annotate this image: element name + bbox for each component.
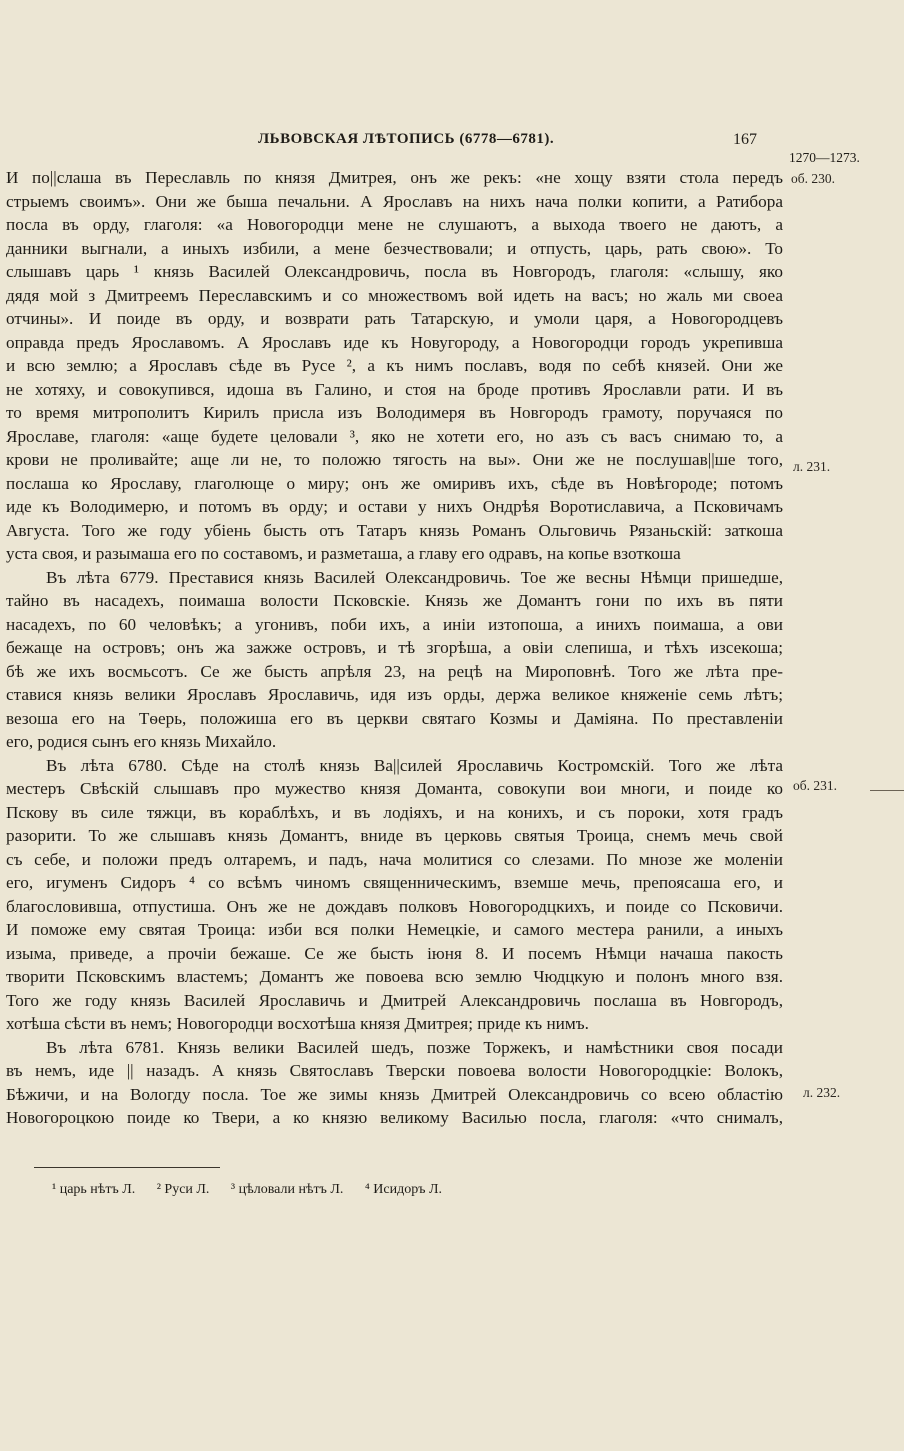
margin-note-folio: л. 231.: [793, 459, 831, 474]
footnote: ¹ царь нѣтъ Л.: [52, 1182, 136, 1197]
text-line: отчины». И поиде въ орду, и возврати рать Татарскую, и умоли царя, а Новогородцевъ: [6, 309, 783, 328]
text-line: въ немъ, иде || назадъ. А князь Святославъ Тверски повоева волости Новогородцкіе: Волокъ,: [6, 1061, 783, 1080]
text-line: его, игуменъ Сидоръ ⁴ со всѣмъ чиномъ священническимъ, вземше мечь, препоясаша его, и: [6, 873, 783, 892]
text-line: Новогороцкою поиде ко Твери, а ко князю великому Василью посла, глаголя: «что снималъ,: [6, 1108, 783, 1127]
text-line: данники выгнали, а иныхъ избили, а мене безчествовали; и отпусть, царь, рать свою». То: [6, 238, 783, 258]
paragraph-start-6780: Въ лѣта 6780. Сѣде на столѣ князь Ва||силей Ярославичь Костромскій. Того же лѣта: [46, 755, 783, 775]
text-line: его, родися сынъ его князь Михайло.: [6, 732, 277, 751]
running-title: ЛЬВОВСКАЯ ЛѢТОПИСЬ (6778—6781).: [258, 131, 555, 147]
text-line: то время митрополитъ Кирилъ присла изъ Володимеря въ Новгородъ грамоту, поручаяся по: [6, 403, 783, 422]
footnote: ² Руси Л.: [156, 1182, 210, 1197]
year-range-note: 1270—1273.: [789, 150, 860, 165]
text-line: Августа. Того же году убіень бысть отъ Татаръ князь Романъ Ольговичь Рязаньскій: заткоша: [6, 520, 783, 540]
paragraph-start-6781: Въ лѣта 6781. Князь велики Василей шедъ, позже Торжекъ, и намѣстники своя посади: [46, 1037, 783, 1057]
text-line: посла въ орду, глаголя: «а Новогородци мене не слушаютъ, а выхода твоего не даютъ, а: [6, 215, 783, 234]
margin-rule: [870, 790, 904, 791]
footnotes: [52, 1182, 460, 1198]
margin-note-folio: об. 230.: [791, 171, 835, 186]
text-line: Пскову въ силе тяжци, въ кораблѣхъ, и въ лодіяхъ, и на конихъ, и съ пороки, хотя градъ: [6, 802, 783, 822]
text-line: насадехъ, по 60 человѣкъ; а угонивъ, поби ихъ, а иніи изтопоша, а инихъ поимаша, а ови: [6, 614, 783, 634]
text-line: иде къ Володимерю, и потомъ въ орду; и остави у нихъ Ондрѣя Воротиславича, а Псковичамъ: [6, 497, 783, 516]
text-line: и всю землю; а Ярославъ сѣде въ Русе ², а къ нимъ пославъ, водя по себѣ князей. Они же: [6, 356, 783, 375]
footnote: ⁴ Исидоръ Л.: [364, 1182, 442, 1197]
margin-note-folio: об. 231.: [793, 778, 837, 793]
text-line: изыма, приведе, а прочіи бежаше. Се же бысть іюня 8. И посемъ Нѣмци начаша пакость: [6, 943, 783, 963]
text-line: Ярославе, глаголя: «аще будете целовали ³, яко не хотети его, но азъ съ васъ снимаю то, а: [6, 426, 783, 446]
text-line: стрыемъ своимъ». Они же быша печальни. А Ярославъ на нихъ нача полки копити, а Ратибора: [6, 191, 783, 211]
margin-note-folio: л. 232.: [803, 1085, 841, 1100]
chronicle-text: [6, 166, 783, 1130]
text-line: уста своя, и разымаша его по составомъ, и разметаша, а главу его одравъ, на копье взоткоша: [6, 544, 681, 563]
text-line: везоша его на Тѳерь, положиша его въ церкви святаго Козмы и Даміяна. По преставленіи: [6, 708, 783, 728]
text-line: творити Псковскимъ властемъ; Домантъ же повоева всю землю Чюдцкую и полонъ много взя.: [6, 967, 783, 986]
text-line: бежаще на островъ; онъ жа зажже островъ, и тѣ згорѣша, а овіи слепиша, и тѣхъ изсекоша;: [6, 638, 783, 657]
text-line: благословивша, отпустиша. Онъ же не дождавъ полковъ Новогородцкихъ, и поиде со Псковичи.: [6, 896, 783, 916]
text-line: И поможе ему святая Троица: изби вся полки Немецкіе, и самого местера ранили, а иныхъ: [6, 920, 783, 939]
text-line: И по||слаша въ Переславль по князя Дмитрея, онъ же рекъ: «не хощу взяти стола передъ: [6, 168, 783, 187]
footnote: ³ цѣловали нѣтъ Л.: [230, 1182, 344, 1197]
text-line: ставися князь велики Ярославъ Ярославичь, идя изъ орды, держа великое княженіе семь лѣтъ;: [6, 685, 783, 704]
text-line: хотѣша сѣсти въ немъ; Новогородци восхотѣша князя Дмитрея; приде къ нимъ.: [6, 1014, 589, 1033]
text-line: крови не проливайте; аще ли не, то положю тягость на вы». Они же не послушав||ше того,: [6, 450, 783, 469]
text-line: тайно въ насадехъ, поимаша волости Псковскіе. Князь же Домантъ гони по ихъ въ пяти: [6, 591, 783, 610]
text-line: Того же году князь Василей Ярославичь и Дмитрей Александровичь послаша въ Новгородъ,: [6, 990, 783, 1010]
text-line: бѣ же ихъ восмьсотъ. Се же бысть апрѣля 23, на рецѣ на Мироповнѣ. Того же лѣта пре-: [6, 661, 783, 681]
text-line: местеръ Свѣскій слышавъ про мужество князя Доманта, совокупи вои многи, и поиде ко: [6, 779, 783, 798]
text-line: слышавъ царь ¹ князь Василей Олександровичь, посла въ Новгородъ, глаголя: «слышу, яко: [6, 262, 783, 281]
text-line: не хотяху, и совокупився, идоша въ Галино, и стоя на броде противъ Ярославли рати. И въ: [6, 379, 783, 399]
text-line: съ себе, и положи предъ олтаремъ, и падъ, нача молитися со слезами. По мнозе же моленіи: [6, 849, 783, 869]
text-line: Бѣжичи, и на Вологду посла. Тое же зимы князь Дмитрей Олександровичь со всею областію: [6, 1084, 783, 1104]
text-line: послаша ко Ярославу, глаголюще о миру; онъ же омиривъ ихъ, сѣде въ Новѣгороде; потомъ: [6, 473, 783, 493]
page-number: 167: [733, 131, 757, 148]
text-line: оправда предъ Ярославомъ. А Ярославъ иде къ Новугороду, а Новогородци городъ укрепивша: [6, 332, 783, 352]
paragraph-start-6779: Въ лѣта 6779. Преставися князь Василей Олександровичь. Тое же весны Нѣмци пришедше,: [46, 567, 783, 587]
text-line: разорити. То же слышавъ князь Домантъ, вниде въ церковь святыя Троица, снемъ мечь свой: [6, 826, 783, 845]
footnote-separator: [34, 1167, 220, 1168]
text-line: дядя мой з Дмитреемъ Переславскимъ и со множествомъ вой идеть на васъ; но жаль ми своеа: [6, 285, 783, 305]
